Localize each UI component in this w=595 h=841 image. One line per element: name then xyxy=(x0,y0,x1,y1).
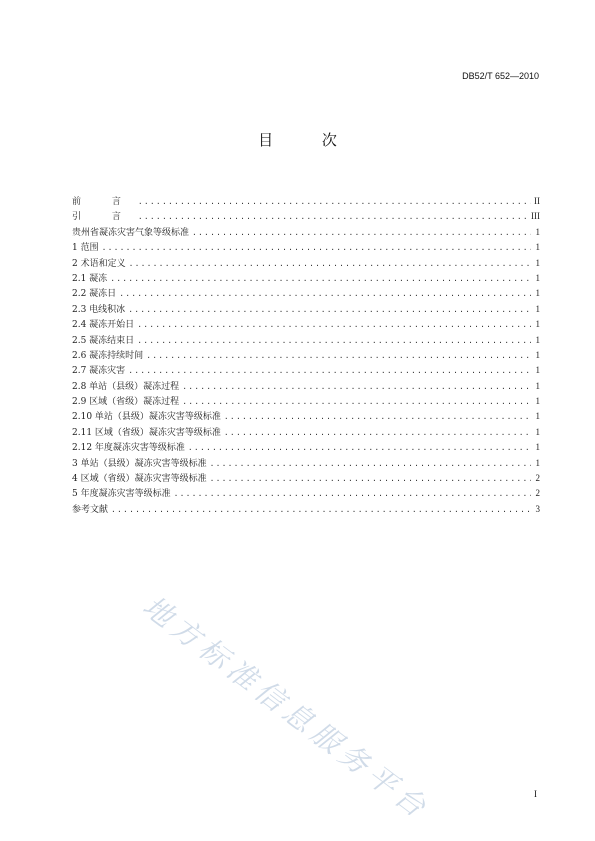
toc-entry-label: 2.10 单站（县级）凝冻灾害等级标准 xyxy=(72,412,221,423)
toc-leader-dots xyxy=(137,317,531,332)
toc-entry[interactable] xyxy=(72,440,540,455)
toc-entry-page: III xyxy=(531,211,540,222)
toc-leader-dots xyxy=(111,502,531,517)
toc-entry-page: 1 xyxy=(535,288,540,299)
toc-leader-dots xyxy=(174,486,531,501)
toc-leader-dots xyxy=(192,225,531,240)
toc-entry-label: 2.9 区域（省级）凝冻过程 xyxy=(72,397,180,408)
toc-entry-label: 4 区域（省级）凝冻灾害等级标准 xyxy=(72,474,207,485)
toc-entry[interactable] xyxy=(72,425,540,440)
toc-entry[interactable] xyxy=(72,502,540,517)
toc-entry-page: 1 xyxy=(535,349,540,360)
toc-entry[interactable] xyxy=(72,302,540,317)
table-of-contents xyxy=(72,194,540,517)
toc-entry[interactable] xyxy=(72,456,540,471)
document-code: DB52/T 652—2010 xyxy=(462,71,539,81)
toc-entry[interactable] xyxy=(72,271,540,286)
toc-entry[interactable] xyxy=(72,471,540,486)
toc-leader-dots xyxy=(110,271,531,286)
toc-leader-dots xyxy=(138,194,531,209)
toc-entry[interactable] xyxy=(72,409,540,424)
toc-entry-page: 1 xyxy=(535,334,540,345)
toc-entry-label: 2.8 单站（县级）凝冻过程 xyxy=(72,381,180,392)
toc-entry-page: 1 xyxy=(535,226,540,237)
toc-entry-page: 1 xyxy=(535,380,540,391)
toc-leader-dots xyxy=(128,363,531,378)
toc-entry-page: 1 xyxy=(535,411,540,422)
toc-entry-label: 2.11 区域（省级）凝冻灾害等级标准 xyxy=(72,427,221,438)
toc-entry[interactable] xyxy=(72,486,540,501)
toc-entry[interactable] xyxy=(72,394,540,409)
toc-entry-page: 2 xyxy=(535,488,540,499)
toc-entry-label: 1 范围 xyxy=(72,243,99,254)
toc-entry-label: 2.4 凝冻开始日 xyxy=(72,320,135,331)
toc-entry-page: 1 xyxy=(535,272,540,283)
toc-entry-label: 3 单站（县级）凝冻灾害等级标准 xyxy=(72,458,207,469)
toc-entry-label: 2.3 电线积冰 xyxy=(72,304,126,315)
toc-leader-dots xyxy=(102,240,531,255)
toc-leader-dots xyxy=(137,333,531,348)
toc-entry-label: 2.2 凝冻日 xyxy=(72,289,117,300)
toc-entry[interactable] xyxy=(72,363,540,378)
page-title: 目 次 xyxy=(258,131,359,149)
toc-leader-dots xyxy=(182,379,531,394)
toc-leader-dots xyxy=(182,394,531,409)
toc-entry[interactable] xyxy=(72,317,540,332)
toc-entry-label: 2.6 凝冻持续时间 xyxy=(72,350,144,361)
toc-entry[interactable] xyxy=(72,225,540,240)
toc-entry-page: 1 xyxy=(535,396,540,407)
toc-entry-page: 2 xyxy=(535,473,540,484)
toc-entry[interactable] xyxy=(72,348,540,363)
toc-entry-label: 2.12 年度凝冻灾害等级标准 xyxy=(72,443,185,454)
toc-entry-label: 前 言 xyxy=(72,197,135,207)
toc-entry-label: 5 年度凝冻灾害等级标准 xyxy=(72,489,171,500)
toc-entry-label: 引 言 xyxy=(72,212,135,223)
toc-entry-label: 贵州省凝冻灾害气象等级标准 xyxy=(72,227,190,238)
toc-leader-dots xyxy=(210,471,531,486)
toc-entry-label: 2.5 凝冻结束日 xyxy=(72,335,135,346)
toc-leader-dots xyxy=(119,286,531,301)
toc-entry[interactable] xyxy=(72,256,540,271)
toc-leader-dots xyxy=(224,409,531,424)
toc-leader-dots xyxy=(128,302,531,317)
toc-entry[interactable] xyxy=(72,194,540,209)
toc-entry[interactable] xyxy=(72,286,540,301)
toc-entry-page: 3 xyxy=(535,503,540,514)
toc-leader-dots xyxy=(129,256,531,271)
toc-leader-dots xyxy=(146,348,531,363)
toc-entry-page: 1 xyxy=(535,319,540,330)
toc-entry-page: 1 xyxy=(535,442,540,453)
watermark: 地方标准信息服务平台 xyxy=(136,588,437,827)
toc-entry-page: 1 xyxy=(535,242,540,253)
toc-entry-page: 1 xyxy=(535,426,540,437)
toc-leader-dots xyxy=(224,425,531,440)
toc-entry[interactable] xyxy=(72,209,540,224)
toc-entry-page: 1 xyxy=(535,257,540,268)
page-number: I xyxy=(534,789,537,799)
toc-entry-label: 2.7 凝冻灾害 xyxy=(72,366,126,377)
toc-leader-dots xyxy=(210,456,531,471)
toc-leader-dots xyxy=(138,209,528,224)
toc-entry-page: 1 xyxy=(535,303,540,314)
toc-entry[interactable] xyxy=(72,333,540,348)
toc-entry-page: 1 xyxy=(535,457,540,468)
toc-entry-label: 2 术语和定义 xyxy=(72,258,126,269)
toc-entry[interactable] xyxy=(72,379,540,394)
toc-entry-label: 参考文献 xyxy=(72,504,109,515)
toc-entry-label: 2.1 凝冻 xyxy=(72,273,108,284)
toc-entry-page: 1 xyxy=(535,365,540,376)
toc-entry-page: II xyxy=(534,196,540,206)
toc-entry[interactable] xyxy=(72,240,540,255)
toc-leader-dots xyxy=(188,440,531,455)
